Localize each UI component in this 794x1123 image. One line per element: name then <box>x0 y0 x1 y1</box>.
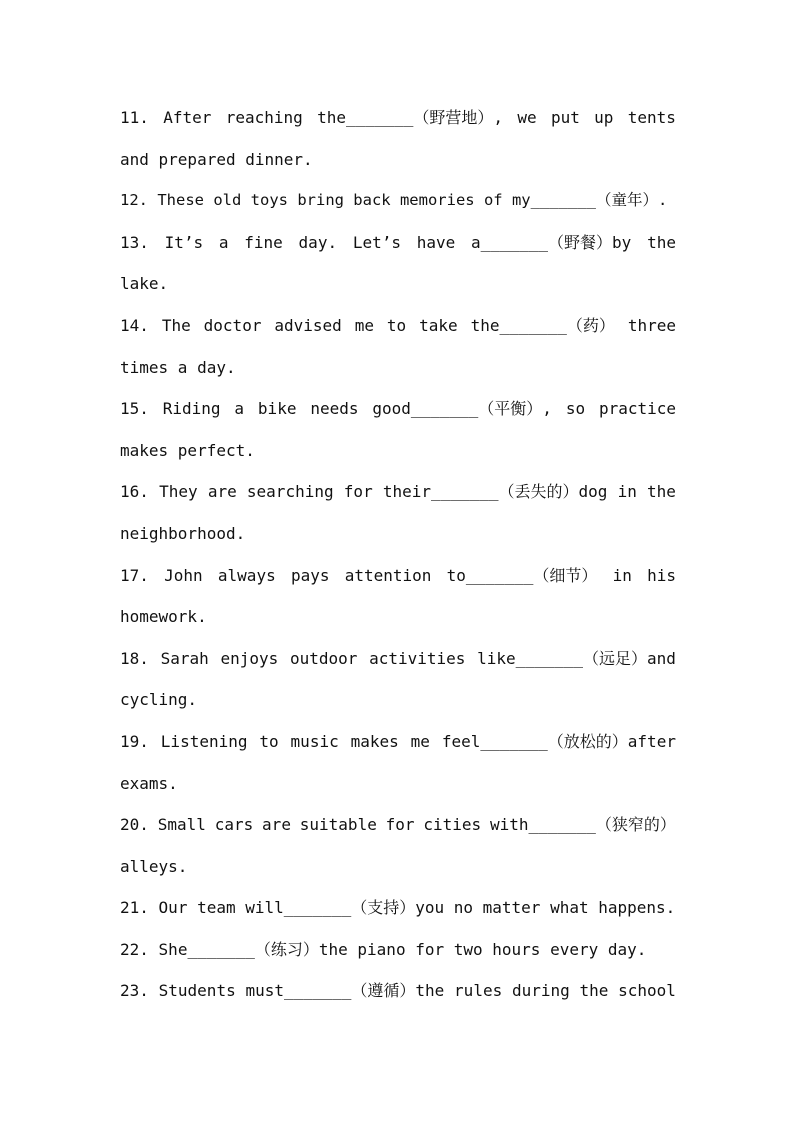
exercise-word: They <box>159 482 198 502</box>
exercise-line <box>120 804 676 846</box>
exercise-word: his <box>647 565 676 585</box>
exercise-word: take <box>419 315 458 335</box>
exercise-word: feel_______（放松的）after <box>441 731 676 751</box>
exercise-word: Students <box>158 981 236 1001</box>
exercise-continuation: and prepared dinner. <box>120 149 313 169</box>
exercise-word: cars <box>214 815 254 835</box>
exercise-word: for <box>343 482 373 502</box>
exercise-word: cities <box>423 815 482 835</box>
exercise-line <box>120 471 676 513</box>
exercise-word: John <box>164 565 203 585</box>
exercise-list <box>120 97 680 1012</box>
exercise-word: the_______（药） <box>470 315 615 335</box>
exercise-continuation: lake. <box>120 274 169 294</box>
exercise-word: outdoor <box>289 648 358 668</box>
exercise-word: during <box>511 981 570 1001</box>
exercise-number: 21. <box>120 898 149 918</box>
exercise-number: 18. <box>120 648 149 668</box>
exercise-word: their_______（丢失的）dog <box>382 482 608 502</box>
exercise-word: have <box>416 232 456 252</box>
exercise-word: the_______（野营地）, <box>317 108 504 127</box>
exercise-word: to <box>386 315 407 335</box>
exercise-continuation: cycling. <box>120 690 198 710</box>
exercise-word: music <box>290 731 339 751</box>
exercise-word: a <box>218 232 229 252</box>
exercise-line <box>120 929 680 971</box>
exercise-word: must_______（遵循）the <box>245 981 445 1001</box>
exercise-word: the <box>647 482 676 502</box>
exercise-continuation: times a day. <box>120 357 236 377</box>
exercise-word: three <box>627 315 676 335</box>
exercise-word: me <box>354 315 374 335</box>
exercise-word: Small <box>157 815 206 835</box>
exercise-word: It’s <box>164 232 204 252</box>
exercise-word: Listening <box>160 731 248 751</box>
exercise-word: for <box>385 815 415 835</box>
exercise-line <box>120 555 676 597</box>
exercise-word: so <box>565 399 586 419</box>
exercise-word: doctor <box>203 315 262 335</box>
exercise-word: to <box>259 731 279 751</box>
exercise-word: Let’s <box>352 232 401 252</box>
exercise-number: 12. <box>120 191 148 210</box>
exercise-number: 16. <box>120 482 149 502</box>
exercise-word: with_______（狭窄的） <box>489 815 676 835</box>
exercise-word: Riding <box>162 399 221 419</box>
exercise-word: pays <box>290 565 330 585</box>
exercise-word: are <box>262 815 291 835</box>
exercise-word: attention <box>344 565 432 585</box>
exercise-line <box>120 721 676 763</box>
exercise-continuation: neighborhood. <box>120 523 246 543</box>
exercise-word: me <box>410 731 430 751</box>
exercise-word: a <box>234 399 245 419</box>
exercise-word: Sarah <box>160 648 209 668</box>
exercise-number: 14. <box>120 315 149 335</box>
exercise-number: 13. <box>120 232 149 252</box>
exercise-word: a_______（野餐）by <box>470 232 632 252</box>
exercise-word: suitable <box>299 815 377 835</box>
exercise-word: day. <box>298 232 338 252</box>
exercise-number: 17. <box>120 565 149 585</box>
exercise-word: fine <box>244 232 283 252</box>
exercise-word: we <box>517 108 537 127</box>
exercise-word: good_______（平衡）, <box>372 399 552 419</box>
exercise-word: up <box>594 108 614 127</box>
exercise-continuation: exams. <box>120 773 178 793</box>
exercise-line <box>120 180 680 222</box>
exercise-word: reaching <box>225 108 303 127</box>
exercise-word: the <box>647 232 676 252</box>
exercise-word: advised <box>274 315 342 335</box>
exercise-word: bike <box>257 399 297 419</box>
exercise-word: school <box>618 981 676 1001</box>
exercise-number: 20. <box>120 815 149 835</box>
exercise-number: 23. <box>120 981 149 1001</box>
exercise-word: put <box>550 108 580 127</box>
exercise-line <box>120 222 676 264</box>
exercise-word: the <box>579 981 609 1001</box>
exercise-word: like_______（远足）and <box>477 648 676 668</box>
exercise-line <box>120 388 676 430</box>
exercise-text: These old toys bring back memories of my_______（童年）. <box>157 191 668 210</box>
exercise-word: enjoys <box>220 648 279 668</box>
exercise-text: Our team will_______（支持）you no matter what happens. <box>158 898 676 918</box>
exercise-line <box>120 638 676 680</box>
exercise-number: 11. <box>120 108 149 127</box>
exercise-word: tents <box>627 108 676 127</box>
exercise-word: needs <box>310 399 359 419</box>
exercise-number: 22. <box>120 939 149 959</box>
exercise-line <box>120 97 676 139</box>
exercise-continuation: makes perfect. <box>120 440 255 460</box>
exercise-word: searching <box>246 482 334 502</box>
exercise-word: always <box>217 565 276 585</box>
exercise-word: are <box>207 482 237 502</box>
exercise-text: She_______（练习）the piano for two hours every day. <box>158 939 647 959</box>
exercise-number: 15. <box>120 399 149 419</box>
exercise-word: practice <box>598 399 676 419</box>
exercise-continuation: homework. <box>120 607 207 627</box>
exercise-word: makes <box>350 731 399 751</box>
exercise-word: in <box>612 565 632 585</box>
exercise-number: 19. <box>120 731 149 751</box>
exercise-word: activities <box>369 648 466 668</box>
exercise-line <box>120 887 680 929</box>
exercise-word: The <box>161 315 191 335</box>
exercise-word: After <box>163 108 212 127</box>
exercise-line <box>120 970 676 1012</box>
exercise-word: in <box>617 482 637 502</box>
exercise-word: to_______（细节） <box>446 565 598 585</box>
exercise-word: rules <box>454 981 503 1001</box>
exercise-line <box>120 305 676 347</box>
exercise-continuation: alleys. <box>120 856 188 876</box>
